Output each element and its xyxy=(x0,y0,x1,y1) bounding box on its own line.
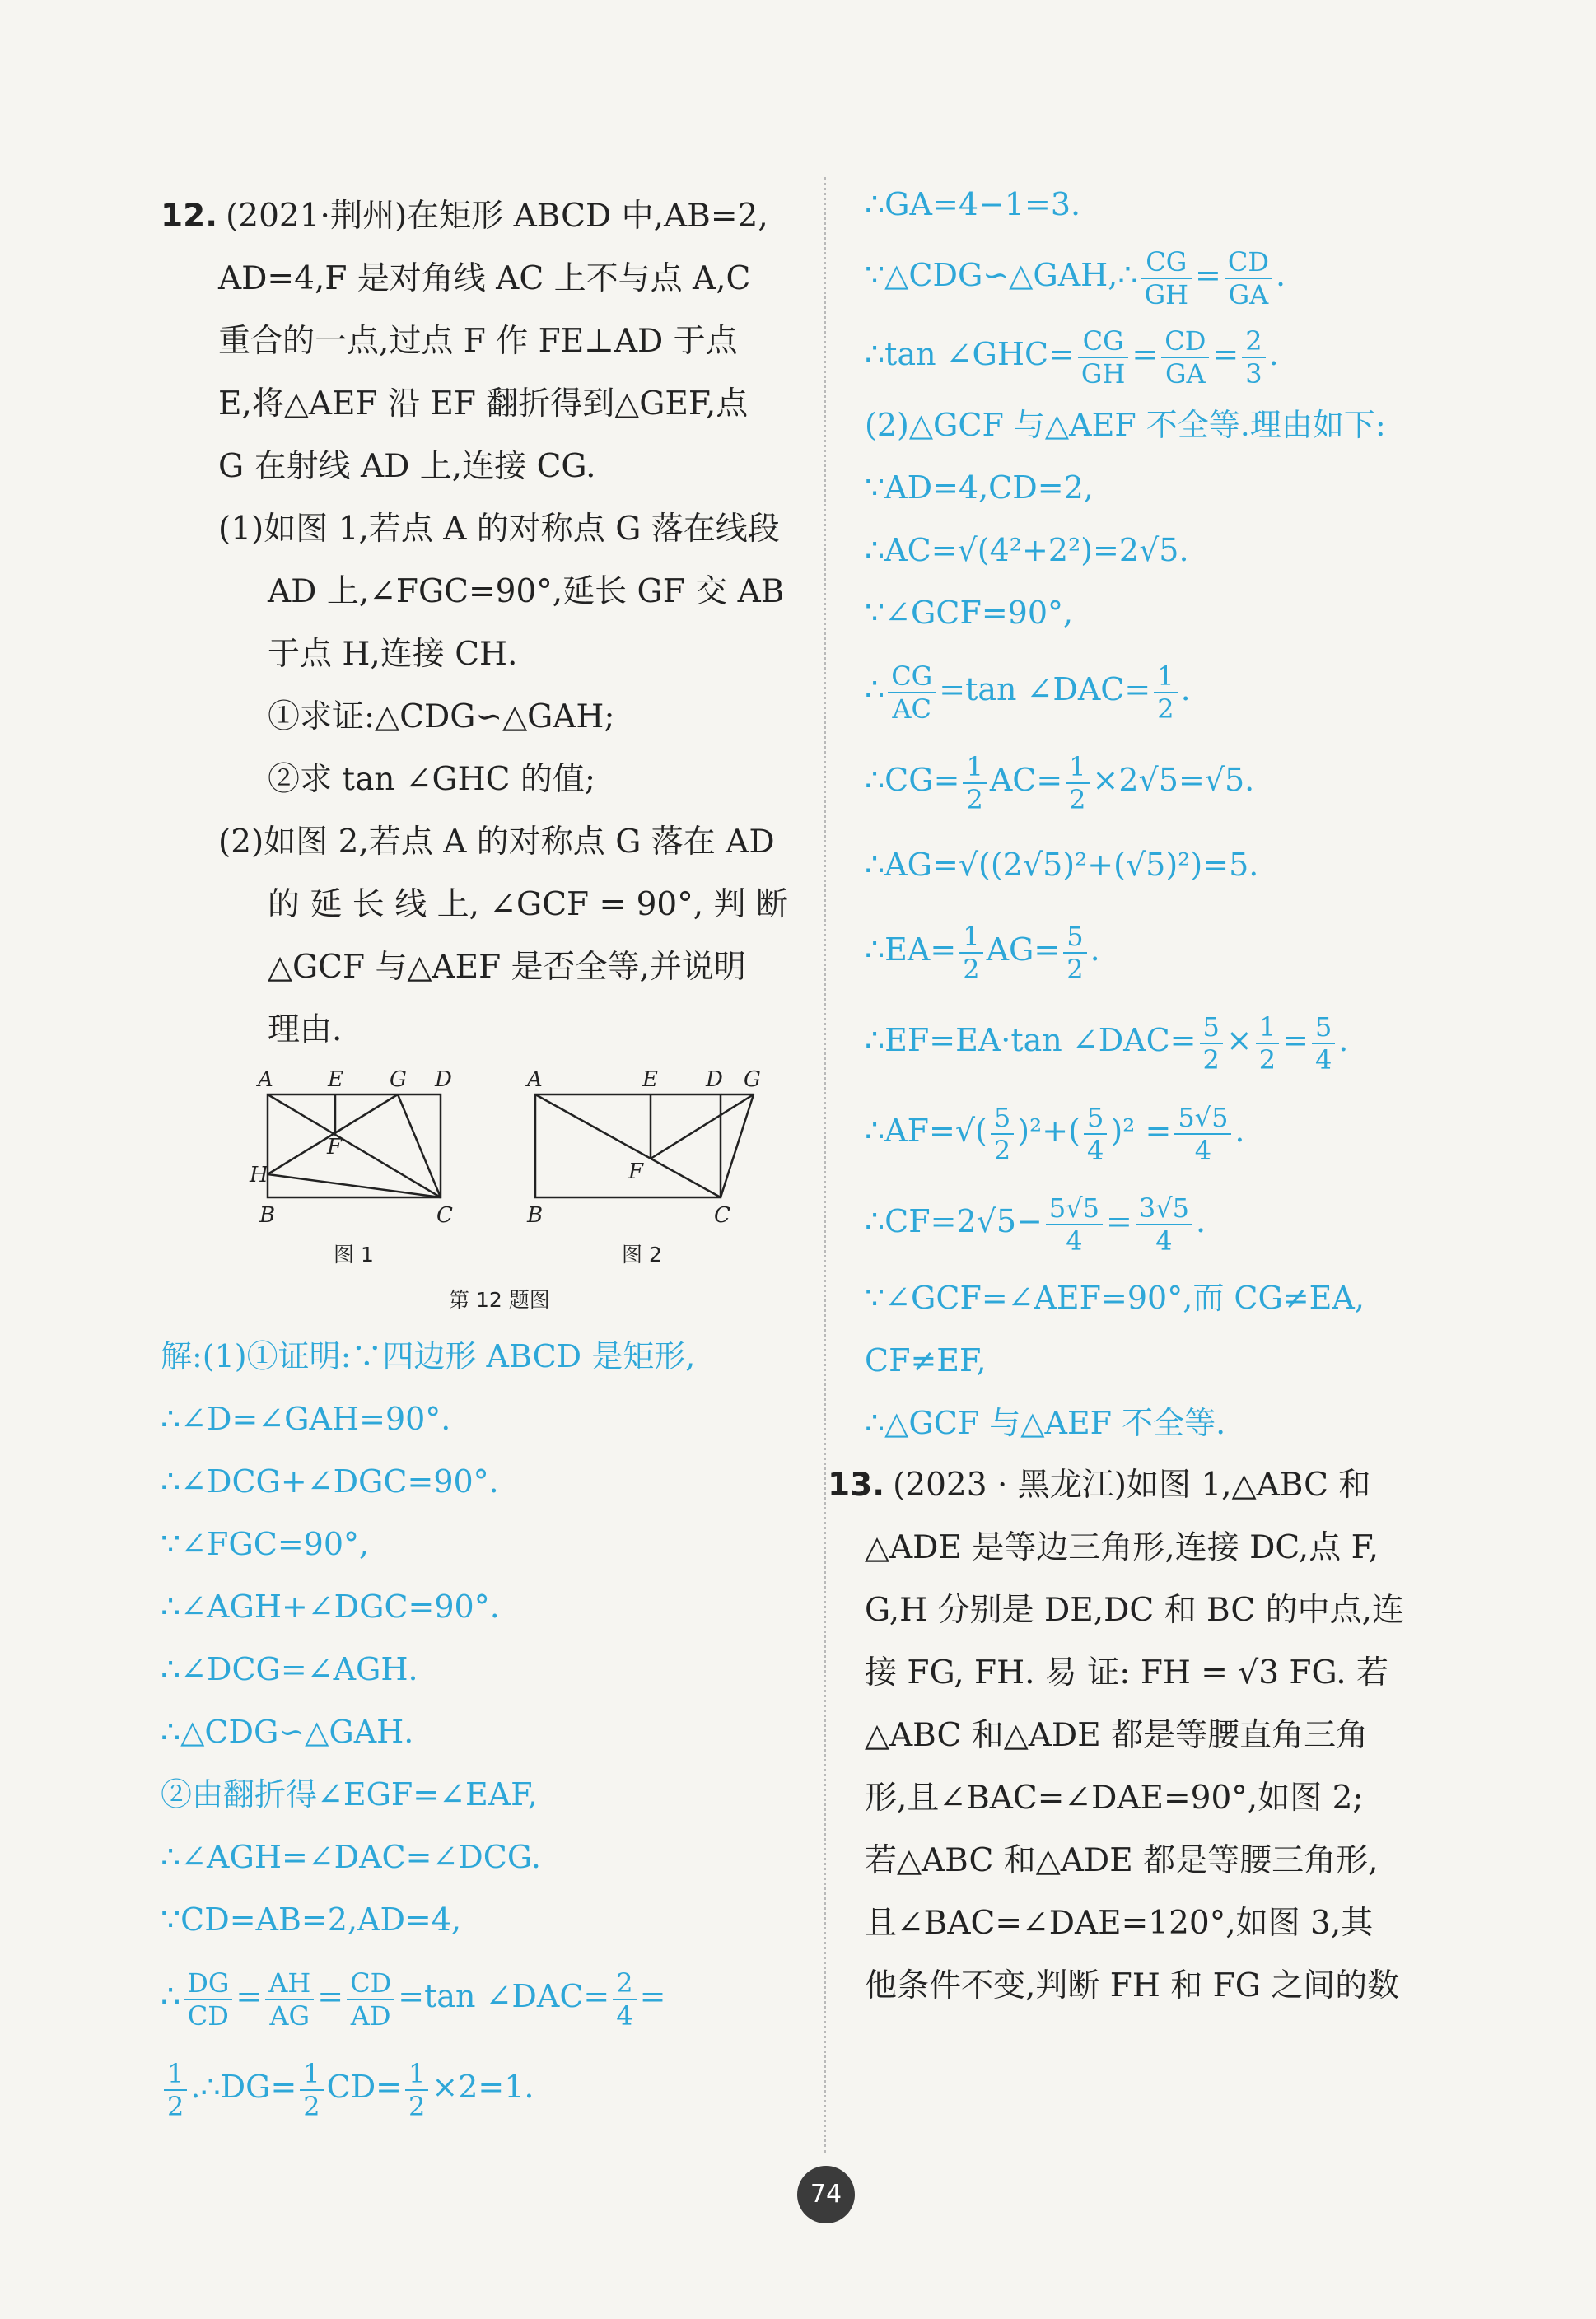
q12-line-2: AD=4,F 是对角线 AC 上不与点 A,C xyxy=(218,260,751,297)
q12-p2-line-3: △GCF 与△AEF 是否全等,并说明 xyxy=(268,949,746,986)
fig2-label-c: C xyxy=(714,1203,730,1228)
fig2-label-b: B xyxy=(527,1203,544,1228)
fig2-label-a: A xyxy=(527,1067,543,1092)
q13-line-9: 他条件不变,判断 FH 和 FG 之间的数 xyxy=(865,1967,1400,2004)
r-sim: ∵△CDG∽△GAH,∴ $\frac{CG}{GH}$ = $\frac{CD}{GA}$ . xyxy=(865,245,1286,310)
q12-p1-line-1: (1)如图 1,若点 A 的对称点 G 落在线段 xyxy=(218,511,780,548)
sol-line-2: ∴∠D=∠GAH=90°. xyxy=(161,1401,451,1437)
sol-line-8: ②由翻折得∠EGF=∠EAF, xyxy=(161,1776,538,1813)
q12-p1-line-3: 于点 H,连接 CH. xyxy=(268,636,518,673)
q13-line-1: 13. (2023 · 黑龙江)如图 1,△ABC 和 xyxy=(828,1467,1371,1504)
q13-line-4: 接 FG, FH. 易 证: FH = √3 FG. 若 xyxy=(865,1654,1389,1691)
q13-number: 13. xyxy=(828,1467,885,1504)
fig1-diagonal-ac xyxy=(268,1094,441,1197)
fig1-label-h: H xyxy=(250,1163,268,1187)
q12-p2-line-1: (2)如图 2,若点 A 的对称点 G 落在 AD xyxy=(218,824,775,861)
sol-line-1: 解:(1)①证明:∵四边形 ABCD 是矩形, xyxy=(161,1338,696,1374)
fig2-label-g: G xyxy=(744,1067,761,1092)
sol-line-5: ∴∠AGH+∠DGC=90°. xyxy=(161,1589,500,1625)
q12-line-4: E,将△AEF 沿 EF 翻折得到△GEF,点 xyxy=(218,385,749,422)
sol-line-4: ∵∠FGC=90°, xyxy=(161,1526,370,1562)
sol-line-10: ∵CD=AB=2,AD=4, xyxy=(161,1901,462,1938)
q12-line-5: G 在射线 AD 上,连接 CG. xyxy=(218,448,596,485)
column-divider xyxy=(824,177,826,2153)
fig1-label-d: D xyxy=(435,1067,452,1092)
q12-p2-line-4: 理由. xyxy=(268,1011,343,1048)
q12-p2-line-2: 的 延 长 线 上, ∠GCF = 90°, 判 断 xyxy=(268,886,788,923)
q12-figures xyxy=(161,1062,811,1309)
q13-line-3: G,H 分别是 DE,DC 和 BC 的中点,连 xyxy=(865,1592,1405,1629)
fig2-label-e: E xyxy=(642,1067,658,1092)
q12-line-3: 重合的一点,过点 F 作 FE⊥AD 于点 xyxy=(218,323,738,360)
q13-line-5: △ABC 和△ADE 都是等腰直角三角 xyxy=(865,1717,1369,1754)
fig1-label-c: C xyxy=(436,1203,453,1228)
r-gcf90: ∵∠GCF=90°, xyxy=(865,595,1074,631)
q12-line-1: 12. (2021·荆州)在矩形 ABCD 中,AB=2, xyxy=(161,198,768,235)
q13-line-6: 形,且∠BAC=∠DAE=90°,如图 2; xyxy=(865,1780,1364,1817)
sol-line-6: ∴∠DCG=∠AGH. xyxy=(161,1651,418,1687)
r-ea: ∴EA= $\frac{1}{2}$ AG= $\frac{5}{2}$ . xyxy=(865,920,1100,985)
fig1-label-g: G xyxy=(390,1067,407,1092)
q12-p1b: ②求 tan ∠GHC 的值; xyxy=(268,761,596,798)
fig2-caption: 图 2 xyxy=(622,1243,662,1267)
q12-figure-svg xyxy=(161,1062,811,1309)
r-ag: ∴AG=√((2√5)²+(√5)²)=5. xyxy=(865,847,1259,883)
figure-caption: 第 12 题图 xyxy=(449,1288,550,1309)
r-p2-intro: (2)△GCF 与△AEF 不全等.理由如下: xyxy=(865,407,1386,443)
left-column xyxy=(161,185,811,2132)
r-cmp1: ∵∠GCF=∠AEF=90°,而 CG≠EA, xyxy=(865,1280,1365,1316)
r-af: ∴AF=√( $\frac{5}{2}$ )²+( $\frac{5}{4}$ )² = $\frac{5√5}{4}$ . xyxy=(865,1101,1245,1166)
fig1-label-b: B xyxy=(259,1203,276,1228)
fig1-label-a: A xyxy=(258,1067,273,1092)
sol-line-3: ∴∠DCG+∠DGC=90°. xyxy=(161,1463,499,1500)
r-concl: ∴△GCF 与△AEF 不全等. xyxy=(865,1405,1226,1441)
sol-dg-line: $\frac{1}{2}$ .∴DG= $\frac{1}{2}$ CD= $\frac{1}{2}$ ×2=1. xyxy=(161,2041,811,2132)
sol-frac-line: ∴ $\frac{DG}{CD}$ = $\frac{AH}{AG}$ = $\frac{CD}{AD}$ =tan ∠DAC= $\frac{2}{4}$ = xyxy=(161,1967,666,2032)
r-cf: ∴CF=2√5− $\frac{5√5}{4}$ = $\frac{3√5}{4}$ . xyxy=(865,1192,1206,1257)
fig2-segment-fg xyxy=(651,1094,754,1159)
fig1-label-e: E xyxy=(328,1067,343,1092)
q13-line-2: △ADE 是等边三角形,连接 DC,点 F, xyxy=(865,1529,1379,1566)
q13-line-7: 若△ABC 和△ADE 都是等腰三角形, xyxy=(865,1842,1379,1879)
fig1-label-f: F xyxy=(327,1135,343,1160)
q12-p1a: ①求证:△CDG∽△GAH; xyxy=(268,698,615,735)
q12-p1-line-2: AD 上,∠FGC=90°,延长 GF 交 AB xyxy=(268,573,785,610)
sol-line-9: ∴∠AGH=∠DAC=∠DCG. xyxy=(161,1839,541,1875)
r-ef: ∴EF=EA·tan ∠DAC= $\frac{5}{2}$ × $\frac{1}{2}$ = $\frac{5}{4}$ . xyxy=(865,1010,1349,1076)
fig2-label-d: D xyxy=(706,1067,723,1092)
fig2-label-f: F xyxy=(628,1160,644,1184)
fig1-caption: 图 1 xyxy=(334,1243,374,1267)
fig2-segment-gc xyxy=(721,1094,754,1197)
page-number: 74 xyxy=(797,2166,855,2223)
r-tan: ∴tan ∠GHC= $\frac{CG}{GH}$ = $\frac{CD}{GA}$ = $\frac{2}{3}$ . xyxy=(865,324,1279,390)
q13-line-8: 且∠BAC=∠DAE=120°,如图 3,其 xyxy=(865,1905,1374,1942)
right-column xyxy=(828,173,1499,2018)
r-ac: ∴AC=√(4²+2²)=2√5. xyxy=(865,532,1189,568)
r-cg: ∴CG= $\frac{1}{2}$ AC= $\frac{1}{2}$ ×2√5=√5. xyxy=(865,750,1255,815)
sol-line-7: ∴△CDG∽△GAH. xyxy=(161,1714,414,1750)
fig1-segment-gc xyxy=(398,1094,441,1197)
r-ad-cd: ∵AD=4,CD=2, xyxy=(865,469,1094,506)
r-ga: ∴GA=4−1=3. xyxy=(865,186,1081,222)
r-cmp2: CF≠EF, xyxy=(865,1342,987,1379)
q12-number: 12. xyxy=(161,198,218,235)
fig1-segment-hc xyxy=(268,1174,441,1197)
r-cg-ac: ∴ $\frac{CG}{AC}$ =tan ∠DAC= $\frac{1}{2}$ . xyxy=(865,660,1191,725)
